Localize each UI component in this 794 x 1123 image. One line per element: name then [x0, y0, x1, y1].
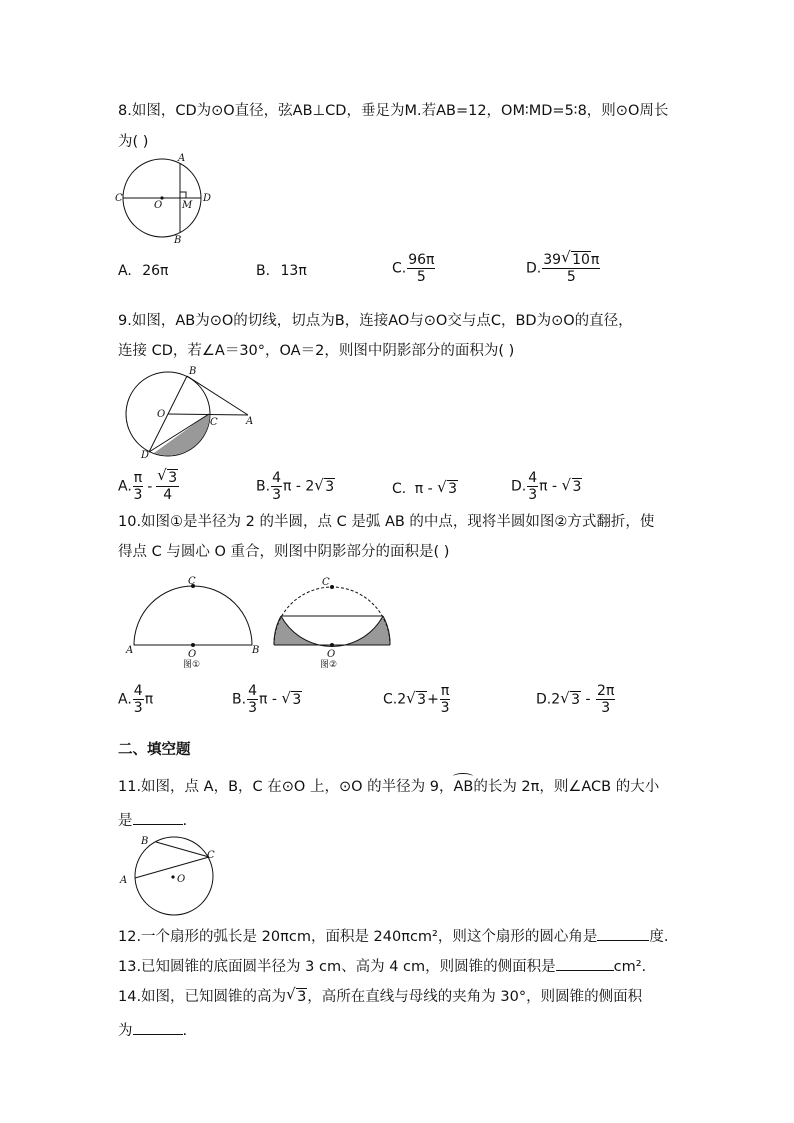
q11-label-b: B [141, 836, 149, 847]
q10-option-d-label: D. [536, 691, 552, 708]
q10-stem-line2: 得点 C 与圆心 O 重合，则图中阴影部分的面积是( ) [118, 544, 450, 560]
q10-option-c-d: 3 [440, 700, 450, 716]
q9-option-b-n: 4 [272, 470, 281, 486]
q10-fig1-point-o [191, 643, 195, 647]
q8-option-a-text: 26π [142, 263, 169, 279]
q9-option-b-rad: 3 [325, 478, 335, 495]
q10-option-b-rad: 3 [292, 691, 302, 708]
q14-stem-pre: 14.如图，已知圆锥的高为 [118, 989, 287, 1005]
q8-option-d[interactable] [526, 248, 601, 285]
q9-tangent-ab [187, 376, 248, 415]
q10-fig2-top-white [270, 575, 395, 616]
q9-option-d-mid: π - [539, 478, 562, 495]
q14-answer-blank[interactable] [133, 1020, 183, 1035]
q9-option-d[interactable] [511, 470, 582, 503]
q11-label-c: C [207, 850, 215, 861]
q11-label-o: O [177, 874, 186, 885]
q10-option-c-rad: 3 [417, 691, 427, 708]
q9-option-c-sqrt: √ 3 [437, 478, 457, 497]
q10-option-c[interactable] [383, 683, 451, 716]
q9-option-a-n2: √ 3 [157, 466, 178, 486]
q11-center-dot [171, 875, 174, 878]
q9-option-a-minus: - [147, 478, 153, 495]
q10-fig1-semicircle [134, 586, 252, 645]
q14-stem-line1 [118, 987, 642, 1007]
q9-option-c-label: C. [392, 481, 407, 497]
q9-option-b[interactable] [256, 470, 335, 503]
q9-option-b-mid: π - 2 [282, 478, 315, 495]
q13-stem-pre: 13.已知圆锥的底面圆半径为 3 cm、高为 4 cm，则圆锥的侧面积是 [118, 959, 556, 975]
q9-label-o: O [157, 409, 166, 420]
q9-stem-line1: 9.如图，AB为⊙O的切线，切点为B，连接AO与⊙O交与点C，BD为⊙O的直径， [118, 313, 633, 329]
q8-label-o: O [154, 200, 163, 211]
q8-stem-line1: 8.如图，CD为⊙O直径，弦AB⊥CD，垂足为M.若AB=12，OM∶MD=5∶8，则⊙O周长 [118, 103, 669, 119]
q14-stem-post: ，高所在直线与母线的夹角为 30°，则圆锥的侧面积 [307, 989, 643, 1005]
q8-option-d-den: 5 [566, 269, 576, 285]
q10-option-d-pre: 2 [551, 691, 561, 708]
q10-fig1-label-c: C [188, 576, 196, 587]
q8-option-c-label: C. [392, 260, 407, 277]
q10-option-d-sqrt: √ 3 [560, 688, 581, 708]
q8-option-b-text: 13π [280, 263, 307, 279]
q9-option-d-label: D. [511, 478, 527, 495]
q10-stem-line1: 10.如图①是半径为 2 的半圆，点 C 是弧 AB 的中点，现将半圆如图②方式翻折，使 [118, 514, 655, 530]
q10-option-b-mid: π - [258, 691, 282, 708]
q10-option-c-sqrt: √ 3 [406, 688, 427, 708]
q8-label-b: B [174, 235, 182, 246]
q11-chord-bc [156, 842, 209, 857]
q8-figure [112, 152, 212, 247]
q9-option-d-n: 4 [528, 470, 538, 486]
q8-option-d-sqrt: √ 10 [561, 248, 590, 268]
q9-label-b: B [189, 366, 197, 377]
q8-option-d-num [542, 248, 600, 269]
q13-answer-blank[interactable] [556, 956, 614, 971]
q10-option-c-n: π [440, 683, 450, 699]
q8-option-d-tail: π [590, 252, 600, 268]
q8-option-d-fraction [542, 248, 600, 285]
q11-arc-ab: AB [453, 779, 474, 795]
q9-option-c-text: π - [414, 481, 438, 497]
q9-option-a-d2: 4 [163, 487, 173, 503]
q11-chord-ac [135, 857, 209, 878]
q10-fig1-label-a: A [126, 645, 134, 656]
q11-line2-end: . [182, 813, 188, 829]
q10-option-d-frac [596, 683, 615, 716]
q9-option-a-frac2 [156, 466, 179, 503]
q9-option-a-frac1 [133, 470, 143, 503]
q9-stem-line2: 连接 CD，若∠A＝30°，OA＝2，则图中阴影部分的面积为( ) [118, 343, 515, 359]
q10-option-d-minus: - [581, 691, 596, 708]
q9-option-a-n1: π [133, 470, 143, 486]
q8-option-b-label: B. [256, 263, 271, 279]
q8-option-a-label: A. [118, 263, 132, 279]
q10-option-b-d: 3 [248, 700, 257, 716]
q8-option-c-num: 96π [408, 252, 435, 268]
q9-option-d-frac [527, 470, 538, 503]
q8-stem-line2: 为( ) [118, 134, 149, 150]
q10-option-b-n: 4 [248, 683, 257, 699]
q9-label-a: A [246, 416, 254, 427]
q10-option-d-d: 3 [601, 700, 611, 716]
q8-option-d-coef: 39 [543, 252, 562, 268]
section-title-fill-in: 二、填空题 [118, 742, 191, 758]
q11-stem-pre: 11.如图，点 A，B，C 在⊙O 上，⊙O 的半径为 9， [118, 779, 454, 795]
q8-label-a: A [178, 153, 186, 164]
q9-label-c: C [210, 417, 218, 428]
q8-option-c-den: 5 [416, 269, 426, 285]
q10-option-a[interactable] [118, 683, 153, 716]
q12-stem-pre: 12.一个扇形的弧长是 20πcm，面积是 240πcm²，则这个扇形的圆心角是 [118, 929, 598, 945]
q9-shaded-region [154, 414, 210, 455]
q8-option-d-label: D. [526, 260, 542, 277]
q10-figure-2 [270, 575, 395, 671]
q14-line2-end: . [182, 1023, 188, 1039]
q10-option-c-pre: 2 [397, 691, 407, 708]
q10-option-c-plus: + [427, 691, 439, 708]
q10-fig1-label-b: B [252, 645, 260, 656]
q8-option-a[interactable] [118, 263, 168, 279]
q10-option-d-n: 2π [597, 683, 615, 699]
q9-label-d: D [141, 450, 150, 460]
q8-right-angle [180, 192, 186, 198]
q10-option-b[interactable] [232, 683, 302, 716]
q10-option-b-sqrt: √ 3 [281, 688, 302, 708]
q10-option-a-frac [133, 683, 144, 716]
q9-option-a-d1: 3 [133, 487, 143, 503]
q11-stem-post: 的长为 2π，则∠ACB 的大小 [473, 779, 660, 795]
q10-option-b-frac [247, 683, 258, 716]
q12-answer-blank[interactable] [597, 926, 649, 941]
q9-option-b-label: B. [256, 478, 271, 495]
q11-label-a: A [120, 875, 128, 886]
q10-option-d[interactable] [536, 683, 616, 716]
q8-option-c[interactable] [392, 252, 436, 285]
q12-stem [118, 926, 668, 947]
q10-option-a-n: 4 [133, 683, 143, 699]
q11-stem-line2 [118, 810, 187, 831]
q10-option-c-frac [440, 683, 450, 716]
q9-option-a[interactable] [118, 466, 180, 503]
q10-fig1-caption: 图① [183, 660, 201, 670]
q8-label-c: C [115, 193, 123, 204]
q9-option-c[interactable] [392, 478, 458, 497]
q9-option-b-frac [271, 470, 282, 503]
q10-option-d-rad: 3 [571, 691, 581, 708]
q10-figure-1 [122, 575, 264, 671]
q10-option-c-label: C. [383, 691, 398, 708]
q9-option-a-n2-rad: 3 [168, 470, 178, 486]
q8-option-c-fraction [407, 252, 435, 285]
q10-fig2-point-o [330, 643, 334, 647]
q10-fig2-label-c: C [322, 577, 330, 588]
q14-rad: 3 [297, 989, 307, 1005]
q9-option-b-sqrt: √ 3 [314, 475, 335, 495]
q8-label-d: D [203, 193, 212, 204]
q9-option-d-d: 3 [528, 487, 538, 503]
q11-answer-blank[interactable] [133, 810, 183, 825]
q8-option-d-rad: 10 [572, 252, 590, 268]
q10-option-a-tail: π [144, 691, 154, 708]
q11-figure [116, 832, 226, 918]
q9-option-a-label: A. [118, 478, 132, 495]
q14-line2-text: 为 [118, 1023, 133, 1039]
q11-line2-text: 是 [118, 813, 133, 829]
q13-stem-post: cm². [613, 959, 647, 975]
q8-label-m: M [182, 200, 193, 211]
q10-fig2-label-o: O [327, 649, 336, 660]
q10-option-a-d: 3 [133, 700, 143, 716]
q9-option-c-rad: 3 [448, 481, 457, 497]
q10-fig2-caption: 图② [320, 660, 338, 670]
q9-option-b-d: 3 [272, 487, 281, 503]
q8-option-b[interactable] [256, 263, 307, 279]
q13-stem [118, 956, 646, 977]
q9-option-d-sqrt: √ 3 [561, 475, 582, 495]
q10-option-a-label: A. [118, 691, 132, 708]
q11-stem-line1 [118, 777, 659, 797]
q14-stem-line2 [118, 1020, 187, 1041]
q14-sqrt: √ 3 [286, 985, 307, 1005]
q10-fig2-point-c [330, 585, 334, 589]
q9-option-d-rad: 3 [572, 478, 582, 495]
q10-option-b-label: B. [232, 691, 247, 708]
q10-fig1-label-o: O [188, 649, 197, 660]
q12-stem-post: 度. [649, 929, 669, 945]
q9-figure [116, 362, 266, 460]
